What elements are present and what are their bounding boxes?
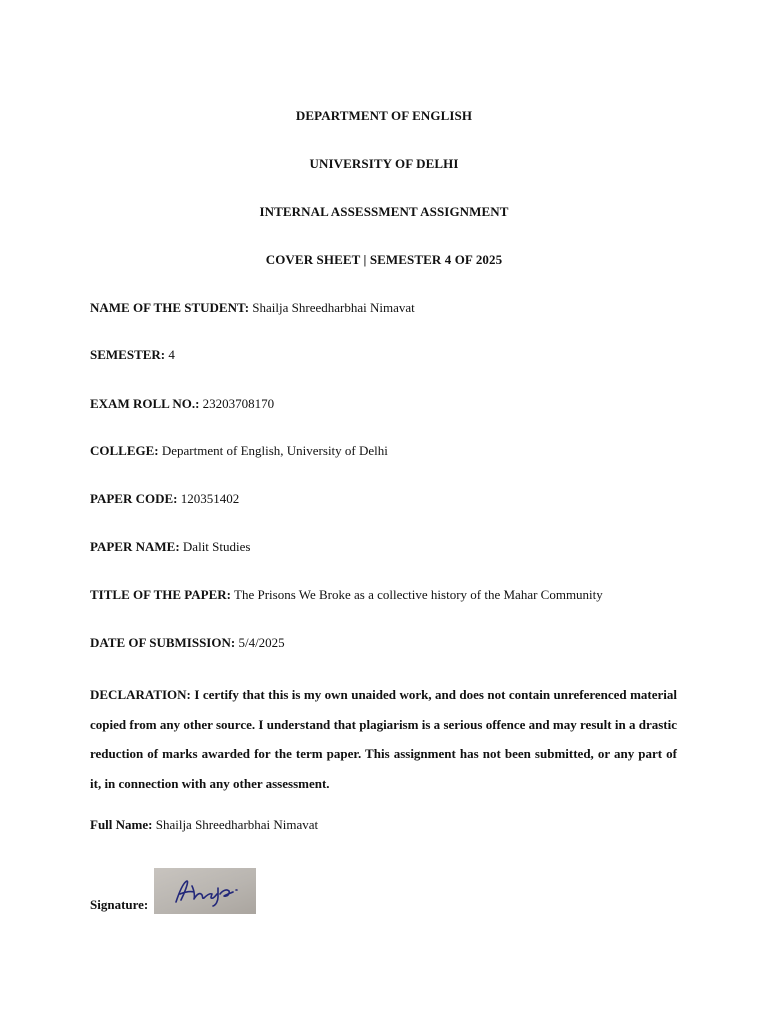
university-heading: UNIVERSITY OF DELHI xyxy=(309,156,459,171)
declaration-label: DECLARATION: xyxy=(90,687,191,702)
student-name-field xyxy=(90,300,690,316)
assignment-heading: INTERNAL ASSESSMENT ASSIGNMENT xyxy=(259,204,509,219)
paper-code-label: PAPER CODE: xyxy=(90,491,178,506)
declaration-paragraph xyxy=(90,680,677,798)
submission-date-label: DATE OF SUBMISSION: xyxy=(90,635,236,650)
roll-no-label: EXAM ROLL NO.: xyxy=(90,396,200,411)
roll-no-value: 23203708170 xyxy=(202,396,275,411)
paper-title-label: TITLE OF THE PAPER: xyxy=(90,587,231,602)
semester-field xyxy=(90,347,690,363)
full-name-field xyxy=(90,817,690,833)
signature-row xyxy=(90,866,256,914)
student-name-value: Shailja Shreedharbhai Nimavat xyxy=(252,300,415,315)
roll-no-field xyxy=(90,396,690,412)
paper-name-value: Dalit Studies xyxy=(182,539,251,554)
submission-date-field xyxy=(90,635,690,651)
department-heading: DEPARTMENT OF ENGLISH xyxy=(295,108,473,123)
paper-title-value: The Prisons We Broke as a collective history of the Mahar Community xyxy=(234,587,603,602)
college-label: COLLEGE: xyxy=(90,443,159,458)
paper-name-label: PAPER NAME: xyxy=(90,539,180,554)
college-field xyxy=(90,443,690,459)
semester-value: 4 xyxy=(168,347,175,362)
semester-label: SEMESTER: xyxy=(90,347,166,362)
paper-name-field xyxy=(90,539,690,555)
paper-code-field xyxy=(90,491,690,507)
signature-image xyxy=(154,868,256,914)
paper-title-field xyxy=(90,587,690,603)
full-name-value: Shailja Shreedharbhai Nimavat xyxy=(155,817,319,832)
declaration-text: I certify that this is my own unaided work, and does not contain unreferenced material copied from any other source. I understand that plagiarism is a serious offence and may result in a drastic reduction of marks awarded for the term paper. This assignment has not been submitted, or any part of it, in connection with any other assessment. xyxy=(90,687,678,791)
full-name-label: Full Name: xyxy=(90,817,153,832)
college-value: Department of English, University of Delhi xyxy=(161,443,388,458)
paper-code-value: 120351402 xyxy=(180,491,240,506)
submission-date-value: 5/4/2025 xyxy=(238,635,285,650)
student-name-label: NAME OF THE STUDENT: xyxy=(90,300,250,315)
cover-sheet-heading: COVER SHEET | SEMESTER 4 OF 2025 xyxy=(265,252,503,267)
signature-label: Signature: xyxy=(90,897,149,912)
